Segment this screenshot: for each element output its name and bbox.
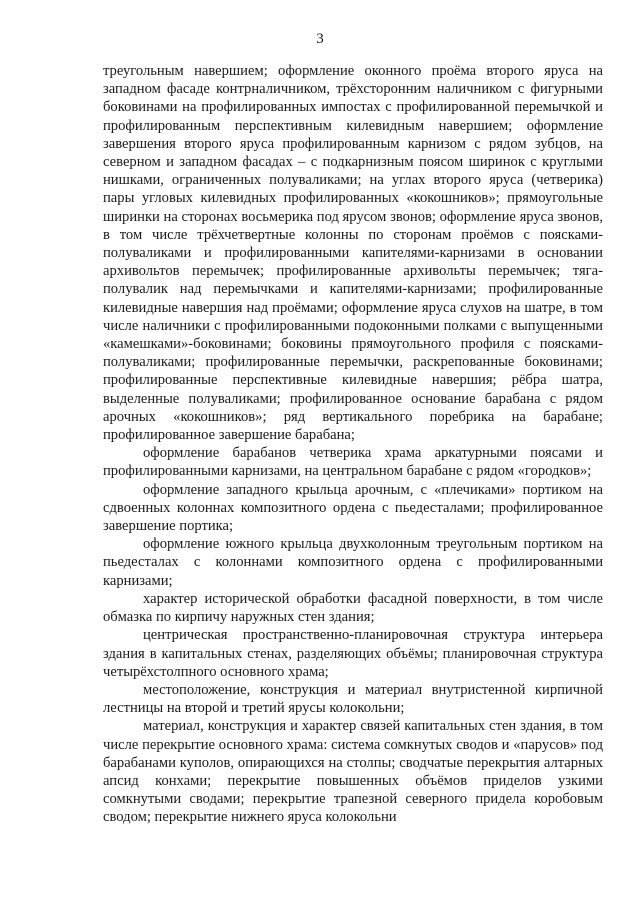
paragraph: оформление южного крыльца двухколонным треугольным портиком на пьедесталах с колоннами композитного ордена с профилированными карнизами; bbox=[103, 536, 603, 589]
page-number: 3 bbox=[316, 31, 324, 47]
paragraph: материал, конструкция и характер связей капитальных стен здания, в том числе перекрытие основного храма: система сомкнутых сводов и «парусов» под барабанами куполов, опирающихся на столпы; сводчатые перекрытия алтарных апсид конхами; перекрытие повышенных объёмов приделов узкими сомкнутыми сводами; перекрытие трапезной северного придела коробовым сводом; перекрытие нижнего яруса колокольни bbox=[103, 718, 603, 826]
paragraph: оформление западного крыльца арочным, с «плечиками» портиком на сдвоенных колоннах композитного ордена с пьедесталами; профилированное завершение портика; bbox=[103, 481, 603, 535]
paragraph: треугольным навершием; оформление оконного проёма второго яруса на западном фасаде контрналичником, трёхсторонним наличником с фигурными боковинами на профилированных импостах с профилированной перемычкой и профилированным перспективным килевидным навершием; оформление завершения второго яруса профилированным карнизом с рядом зубцов, на северном и западном фасадах – с подкарнизным поясом ширинок с круглыми нишками, ограниченных полуваликами; на углах второго яруса (четверика) пары угловых килевидных профилированных «кокошников»; прямоугольные ширинки на сторонах восьмерика под ярусом звонов; оформление яруса звонов, в том числе трёхчетвертные колонны по сторонам проёмов с поясками-полуваликами и профилированными капителями-карнизами в основании архивольтов перемычек; профилированные архивольты перемычек; тяга-полувалик над перемычками и капителями-карнизами; профилированные килевидные навершия над проёмами; оформление яруса слухов на шатре, в том числе наличники с профилированными подоконными полками с выпущенными «камешками»-боковинами; боковины прямоугольного профиля с поясками-полуваликами; профилированные перемычки, раскрепованные боковинами; профилированные перспективные килевидные навершия; рёбра шатра, выделенные полуваликами; профилированное основание барабана с рядом арочных «кокошников»; ряд вертикального поребрика на барабане; профилированное завершение барабана; bbox=[103, 63, 603, 444]
paragraph: центрическая пространственно-планировочная структура интерьера здания в капитальных стенах, разделяющих объёмы; планировочная структура четырёхстолпного основного храма; bbox=[103, 627, 603, 680]
paragraph: характер исторической обработки фасадной поверхности, в том числе обмазка по кирпичу наружных стен здания; bbox=[103, 590, 603, 626]
paragraph: оформление барабанов четверика храма аркатурными поясами и профилированными карнизами, на центральном барабане с рядом «городков»; bbox=[103, 445, 603, 480]
document-body bbox=[103, 62, 603, 827]
paragraph: местоположение, конструкция и материал внутристенной кирпичной лестницы на второй и третий ярусы колокольни; bbox=[103, 681, 603, 717]
